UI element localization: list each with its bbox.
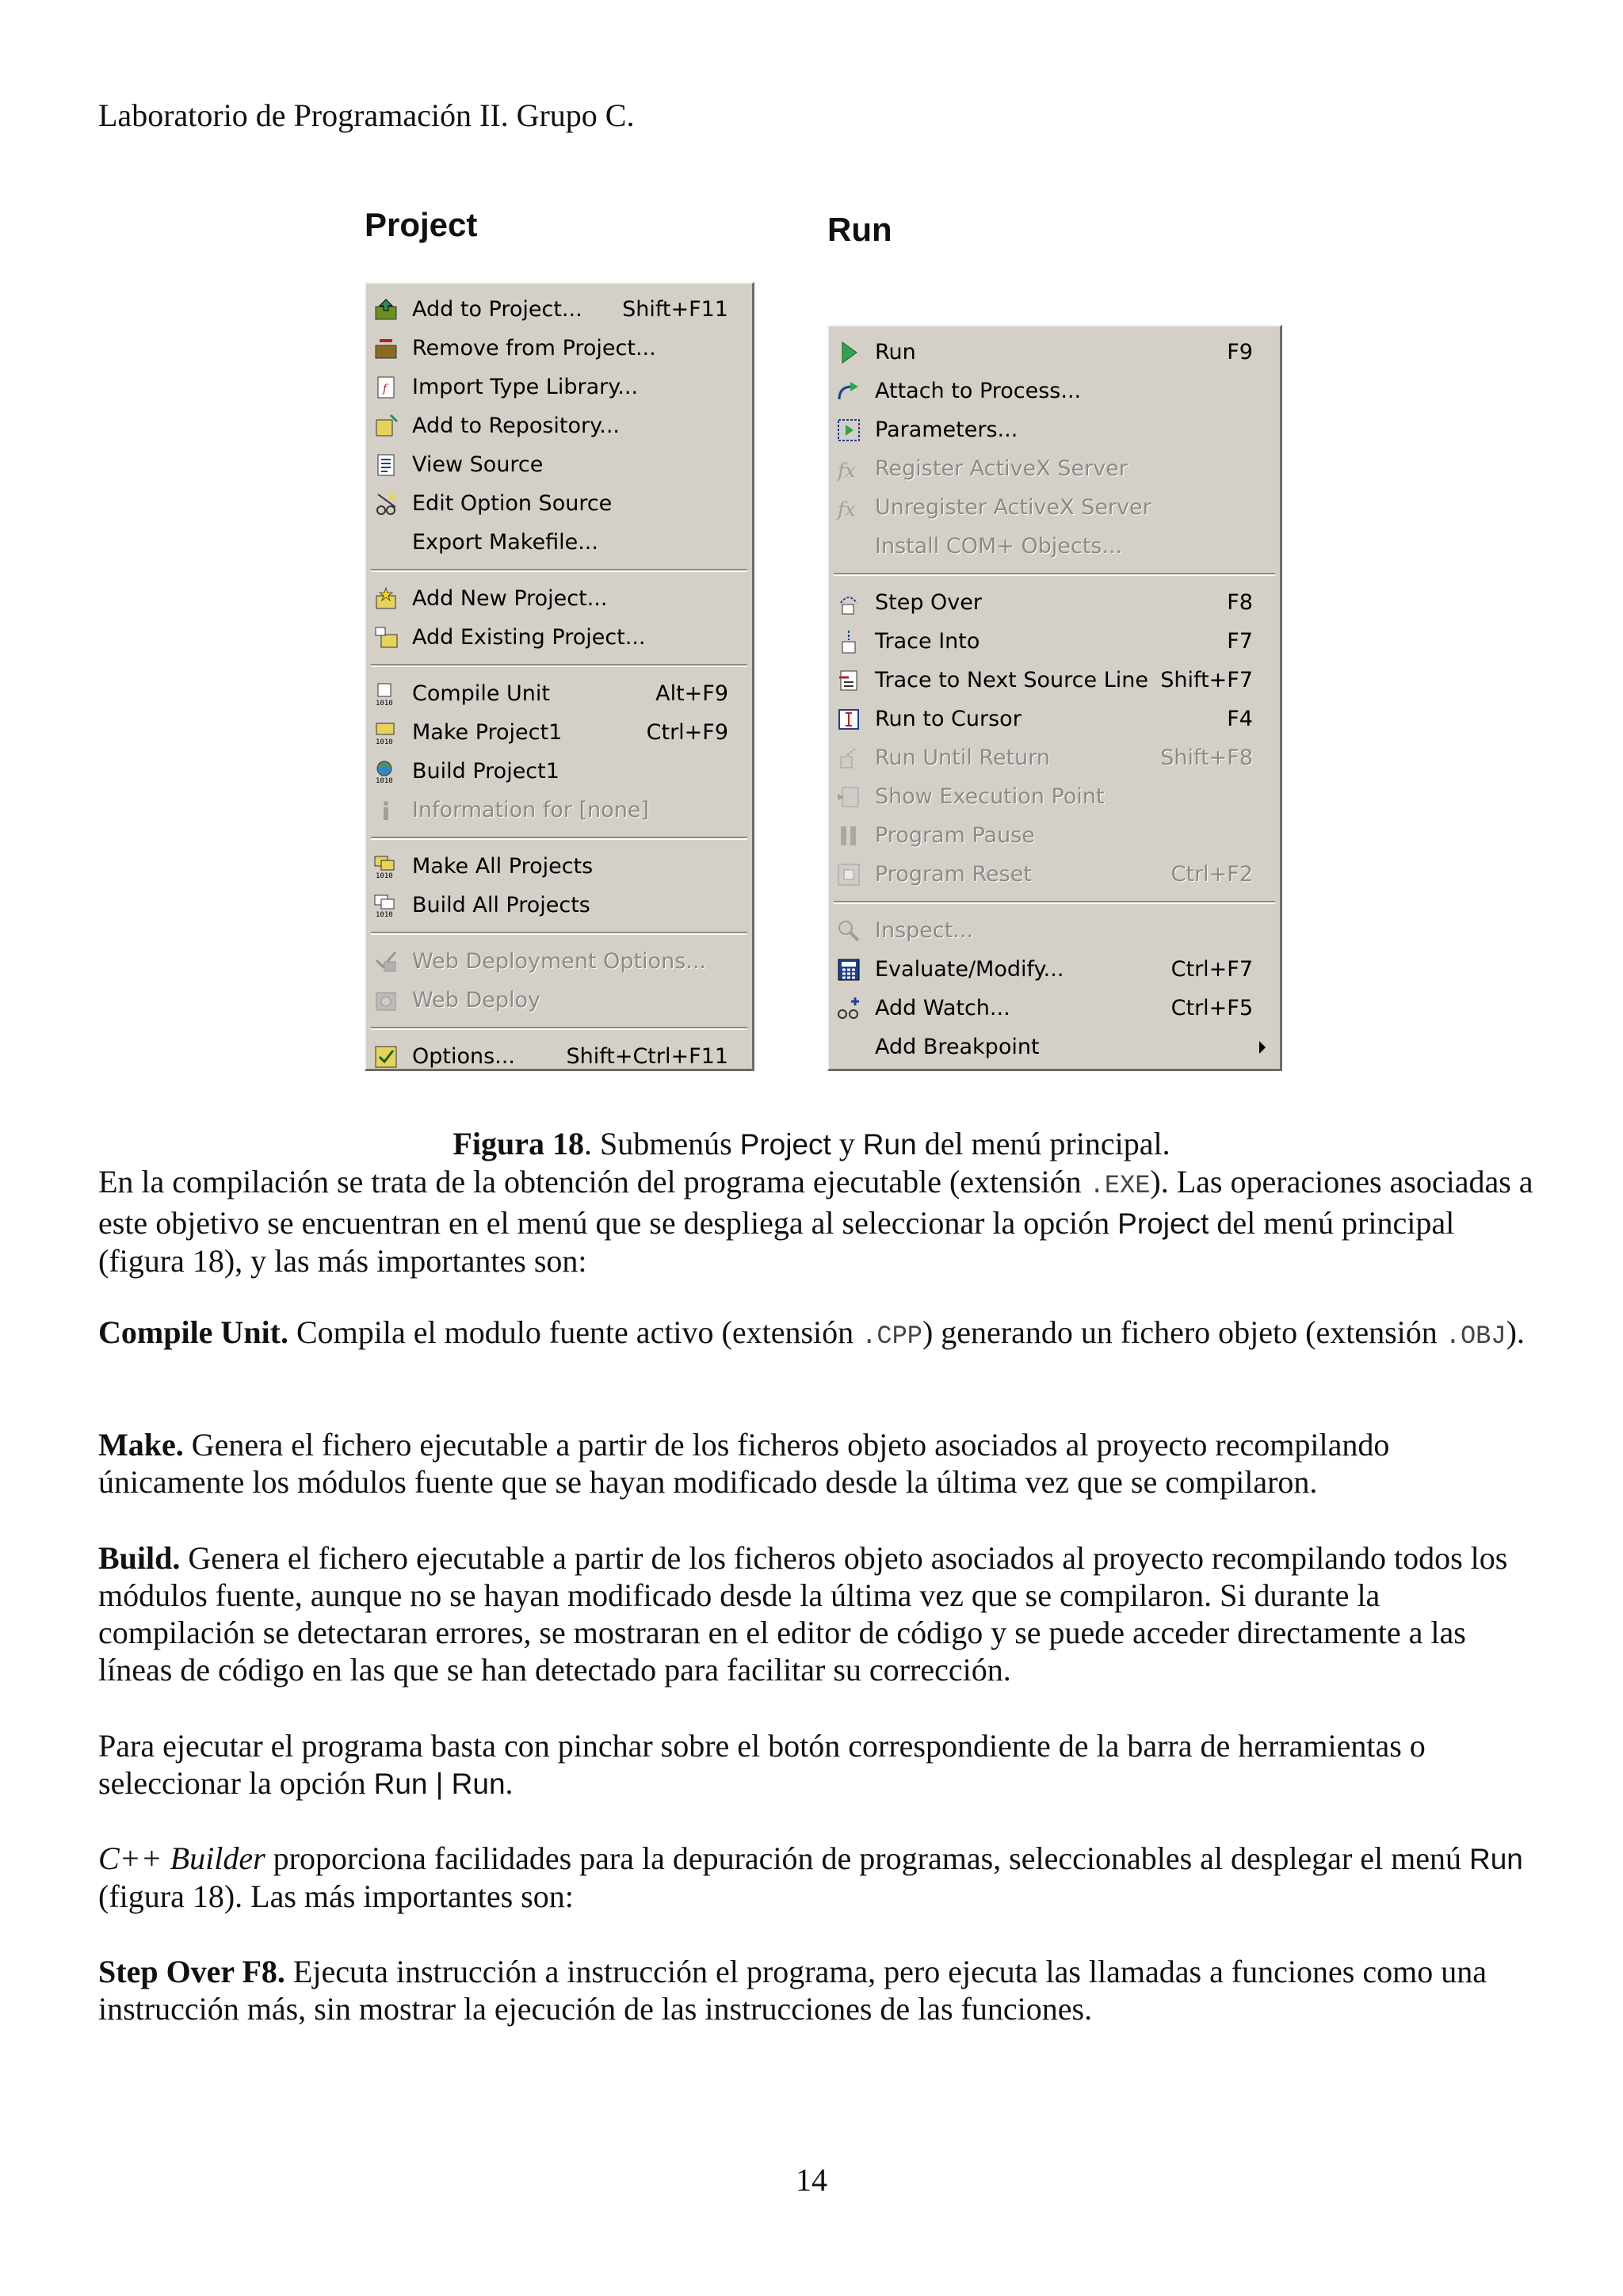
svg-text:1010: 1010 — [376, 911, 393, 918]
svg-text:1010: 1010 — [376, 872, 393, 879]
project-menu-item-make-all-projects[interactable] — [366, 847, 752, 886]
web-deploy-icon — [372, 987, 399, 1014]
build-project-icon — [372, 758, 399, 785]
menu-item-shortcut: Ctrl+F5 — [1170, 996, 1253, 1020]
run-menu-item-program-pause[interactable] — [829, 816, 1280, 855]
menu-item-label: Add New Project... — [412, 586, 608, 611]
run-menu-item-unregister-activex-server[interactable] — [829, 488, 1280, 527]
figure-caption — [0, 1125, 1623, 1162]
attach-to-process-icon — [835, 378, 862, 405]
trace-to-next-source-line-icon — [835, 667, 862, 694]
svg-text:fx: fx — [838, 498, 856, 521]
caption-project: Project — [739, 1128, 831, 1161]
menu-separator — [834, 901, 1275, 904]
menu-item-label: Run Until Return — [875, 746, 1050, 770]
menu-item-shortcut: Shift+F11 — [622, 297, 728, 322]
menu-item-shortcut: F9 — [1227, 340, 1253, 364]
trace-into-icon — [835, 628, 862, 655]
menu-item-label: Add Existing Project... — [412, 625, 646, 650]
menu-item-label: Program Pause — [875, 823, 1035, 848]
menu-item-label: Edit Option Source — [412, 491, 613, 516]
paragraph-text: Genera el fichero ejecutable a partir de los ficheros objeto asociados al proyecto recompilando únicamente los módulos fuente que se hayan modificado desde la última vez que se compilaron. — [98, 1427, 1390, 1500]
run-menu-item-register-activex-server[interactable] — [829, 449, 1280, 488]
menu-item-label: Run to Cursor — [875, 707, 1022, 731]
menu-item-label: Remove from Project... — [412, 336, 656, 360]
menu-item-label: Unregister ActiveX Server — [875, 495, 1151, 520]
menu-item-label: Step Over — [875, 590, 982, 615]
compile-unit-icon — [372, 681, 399, 707]
project-menu-item-add-to-repository[interactable] — [366, 406, 752, 445]
paragraph-text: En la compilación se trata de la obtención del programa ejecutable (extensión — [98, 1164, 1090, 1199]
project-menu-item-add-to-project[interactable] — [366, 290, 752, 329]
menu-item-label: Add Watch... — [875, 996, 1010, 1020]
menu-item-shortcut: F4 — [1227, 707, 1253, 731]
unregister-activex-icon — [835, 494, 862, 521]
menu-item-label: View Source — [412, 452, 544, 477]
menu-item-label: Install COM+ Objects... — [875, 534, 1123, 559]
run-menu-item-program-reset[interactable] — [829, 855, 1280, 894]
paragraph-text: proporciona facilidades para la depuración de programas, seleccionables al desplegar el menú — [265, 1840, 1469, 1876]
paragraph-text: ). — [1506, 1314, 1525, 1350]
project-menu-item-edit-option-source[interactable] — [366, 484, 752, 523]
paragraph-compile-unit — [98, 1314, 1541, 1355]
run-menu-item-evaluate-modify[interactable] — [829, 950, 1280, 989]
project-menu-item-add-new-project[interactable] — [366, 579, 752, 618]
menu-item-label: Attach to Process... — [875, 379, 1082, 403]
menu-item-label: Add to Repository... — [412, 414, 621, 438]
web-deployment-options-icon — [372, 948, 399, 975]
menu-item-label: Add to Project... — [412, 297, 582, 322]
menu-item-shortcut: Alt+F9 — [655, 681, 728, 706]
menu-item-label: Build All Projects — [412, 893, 590, 917]
menu-item-shortcut: Ctrl+F7 — [1170, 957, 1253, 982]
run-menu-item-add-breakpoint[interactable] — [829, 1028, 1280, 1066]
menu-separator — [371, 932, 747, 935]
menu-item-label: Register ActiveX Server — [875, 456, 1128, 481]
step-over-icon — [835, 589, 862, 616]
add-new-project-icon — [372, 585, 399, 612]
parameters-icon — [835, 417, 862, 444]
menu-item-label: Evaluate/Modify... — [875, 957, 1064, 982]
run-menu — [827, 325, 1282, 1071]
add-existing-project-icon — [372, 624, 399, 651]
evaluate-modify-icon — [835, 956, 862, 983]
run-menu-item-inspect[interactable] — [829, 911, 1280, 950]
run-menu-item-run-until-return[interactable] — [829, 738, 1280, 777]
paragraph-text: del menú principal (figura 18), y las más importantes son: — [98, 1205, 1455, 1279]
paragraph-text: Compila el modulo fuente activo (extensión — [288, 1314, 862, 1350]
menu-item-label: Make Project1 — [412, 720, 563, 745]
options-icon — [372, 1043, 399, 1070]
project-menu-item-web-deploy[interactable] — [366, 981, 752, 1020]
caption-text: . Submenús — [583, 1126, 740, 1161]
build-all-projects-icon — [372, 892, 399, 919]
paragraph-text: (figura 18). Las más importantes son: — [98, 1878, 574, 1914]
program-pause-icon — [835, 822, 862, 849]
menu-separator — [371, 837, 747, 840]
product-name: C++ Builder — [98, 1840, 265, 1876]
paragraph-debugging — [98, 1840, 1541, 1915]
inspect-icon — [835, 917, 862, 944]
paragraph-make — [98, 1426, 1541, 1501]
project-menu-item-view-source[interactable] — [366, 445, 752, 484]
run-menu-item-show-execution-point[interactable] — [829, 777, 1280, 816]
paragraph-text: Para ejecutar el programa basta con pinchar sobre el botón correspondiente de la barra de herramientas o seleccionar la opción — [98, 1728, 1426, 1801]
menu-item-label: Options... — [412, 1044, 515, 1069]
menu-item-shortcut: F8 — [1227, 590, 1253, 615]
menu-item-label: Parameters... — [875, 418, 1018, 442]
paragraph-text: . — [505, 1765, 514, 1801]
menu-item-label: Build Project1 — [412, 759, 559, 784]
program-reset-icon — [835, 861, 862, 888]
menu-item-label: Web Deploy — [412, 988, 540, 1013]
make-project-icon — [372, 719, 399, 746]
project-menu-item-web-deployment-options[interactable] — [366, 942, 752, 981]
menu-item-shortcut: Ctrl+F9 — [646, 720, 728, 745]
run-menu-item-trace-into[interactable] — [829, 622, 1280, 661]
run-to-cursor-icon — [835, 706, 862, 733]
menu-item-label: Run — [875, 340, 916, 364]
svg-text:1010: 1010 — [376, 700, 393, 707]
import-type-library-icon — [372, 374, 399, 401]
svg-text:1010: 1010 — [376, 777, 393, 784]
menu-item-label: Program Reset — [875, 862, 1032, 887]
menu-ref-run: Run — [1469, 1843, 1523, 1875]
caption-text: y — [831, 1126, 863, 1161]
project-menu-item-add-existing-project[interactable] — [366, 618, 752, 657]
menu-item-label: Trace Into — [875, 629, 980, 654]
project-menu-item-export-makefile[interactable] — [366, 523, 752, 562]
code-obj: .OBJ — [1445, 1322, 1507, 1351]
menu-item-shortcut: Shift+F7 — [1160, 668, 1253, 692]
run-until-return-icon — [835, 745, 862, 772]
menu-separator — [371, 569, 747, 572]
menu-item-shortcut: Ctrl+F2 — [1170, 862, 1253, 887]
svg-text:fx: fx — [838, 460, 856, 482]
project-menu-title: Project — [365, 206, 478, 243]
svg-text:1010: 1010 — [376, 738, 393, 746]
make-all-projects-icon — [372, 853, 399, 880]
project-menu-item-options[interactable] — [366, 1037, 752, 1076]
caption-text: del menú principal. — [916, 1126, 1170, 1161]
project-menu-item-remove-from-project[interactable] — [366, 329, 752, 368]
page-number: 14 — [796, 2162, 827, 2198]
menu-item-label: Web Deployment Options... — [412, 949, 707, 974]
add-to-repository-icon — [372, 413, 399, 440]
register-activex-icon — [835, 456, 862, 482]
paragraph-compilation — [98, 1163, 1541, 1280]
term-make: Make. — [98, 1427, 184, 1463]
run-menu-item-add-watch[interactable] — [829, 989, 1280, 1028]
code-cpp: .CPP — [861, 1322, 922, 1351]
project-menu-item-import-type-library[interactable] — [366, 368, 752, 406]
project-menu — [365, 282, 754, 1071]
menu-item-label: Information for [none] — [412, 798, 650, 822]
caption-label: Figura 18 — [453, 1126, 584, 1161]
add-watch-icon — [835, 995, 862, 1022]
paragraph-run — [98, 1727, 1541, 1802]
project-menu-item-build-all-projects[interactable] — [366, 886, 752, 925]
project-menu-item-build-project1[interactable] — [366, 752, 752, 791]
menu-item-label: Add Breakpoint — [875, 1035, 1040, 1059]
svg-text:f: f — [383, 383, 388, 395]
menu-item-label: Import Type Library... — [412, 375, 639, 399]
menu-item-label: Inspect... — [875, 918, 974, 943]
run-menu-title: Run — [827, 211, 892, 248]
run-menu-item-install-com-objects[interactable] — [829, 527, 1280, 566]
add-to-project-icon — [372, 296, 399, 323]
caption-run: Run — [862, 1128, 917, 1161]
menu-item-shortcut: F7 — [1227, 629, 1253, 654]
code-exe: .EXE — [1089, 1171, 1151, 1200]
run-menu-item-trace-to-next-source-line[interactable] — [829, 661, 1280, 700]
paragraph-text: ) generando un fichero objeto (extensión — [922, 1314, 1445, 1350]
show-execution-point-icon — [835, 784, 862, 810]
run-menu-item-parameters[interactable] — [829, 410, 1280, 449]
page-header: Laboratorio de Programación II. Grupo C. — [98, 97, 635, 133]
menu-separator — [371, 1027, 747, 1030]
run-menu-item-run[interactable] — [829, 333, 1280, 372]
menu-item-label: Show Execution Point — [875, 784, 1105, 809]
paragraph-text: Ejecuta instrucción a instrucción el programa, pero ejecuta las llamadas a funciones como una instrucción más, sin mostrar la ejecución de las instrucciones de las funciones. — [98, 1954, 1487, 2027]
paragraph-step-over — [98, 1953, 1541, 2027]
view-source-icon — [372, 452, 399, 479]
project-menu-item-compile-unit[interactable] — [366, 674, 752, 713]
menu-ref-run-run: Run | Run — [373, 1768, 506, 1800]
paragraph-build — [98, 1539, 1541, 1688]
term-build: Build. — [98, 1540, 181, 1576]
paragraph-text: Genera el fichero ejecutable a partir de los ficheros objeto asociados al proyecto recompilando todos los módulos fuente, aunque no se hayan modificado desde la última vez que se compilaron. Si durante la compilación se detectaran errores, se mostraran en el editor de código y se puede acceder directamente a las líneas de código en las que se han detectado para facilitar su corrección. — [98, 1540, 1508, 1688]
information-icon — [372, 797, 399, 824]
term-step-over: Step Over F8. — [98, 1954, 285, 1989]
menu-item-label: Export Makefile... — [412, 530, 598, 555]
menu-item-label: Trace to Next Source Line — [875, 668, 1148, 692]
edit-option-source-icon — [372, 490, 399, 517]
project-menu-item-make-project1[interactable] — [366, 713, 752, 752]
menu-item-label: Make All Projects — [412, 854, 594, 879]
menu-separator — [371, 664, 747, 667]
paragraph-text: ). Las operaciones asociadas a este objetivo se encuentran en el menú que se despliega al seleccionar la opción — [98, 1164, 1533, 1241]
run-menu-item-step-over[interactable] — [829, 583, 1280, 622]
menu-item-shortcut: Shift+F8 — [1160, 746, 1253, 770]
run-menu-item-attach-to-process[interactable] — [829, 372, 1280, 410]
run-menu-item-run-to-cursor[interactable] — [829, 700, 1280, 738]
project-menu-item-information-for-none[interactable] — [366, 791, 752, 830]
remove-from-project-icon — [372, 335, 399, 362]
menu-separator — [834, 573, 1275, 576]
term-compile-unit: Compile Unit. — [98, 1314, 288, 1350]
submenu-arrow-icon — [1259, 1041, 1266, 1054]
menu-item-shortcut: Shift+Ctrl+F11 — [566, 1044, 728, 1069]
menu-item-label: Compile Unit — [412, 681, 550, 706]
run-icon — [835, 339, 862, 366]
menu-ref-project: Project — [1117, 1207, 1209, 1240]
